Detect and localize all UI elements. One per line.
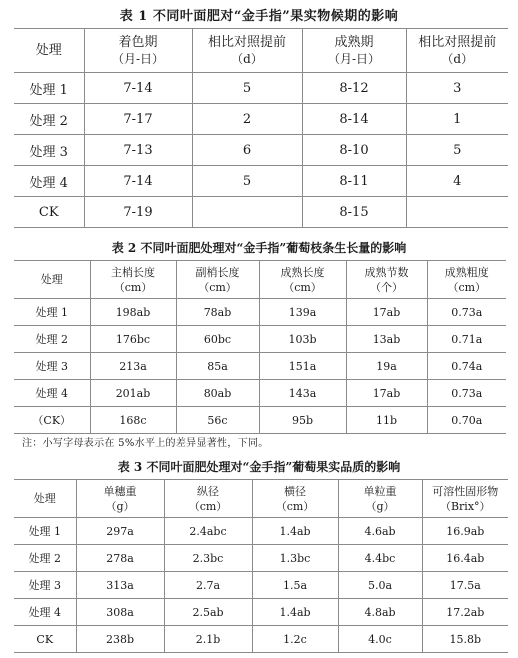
table-cell: 0.70a bbox=[427, 407, 506, 434]
table3-header-row bbox=[14, 480, 508, 518]
table1 bbox=[14, 28, 508, 228]
table-cell: 处理 1 bbox=[14, 73, 84, 104]
table-cell: 19a bbox=[346, 353, 427, 380]
table-row bbox=[14, 73, 508, 104]
table1-header-cell: 着色期 （月-日） bbox=[84, 29, 192, 73]
table-cell: 297a bbox=[76, 518, 164, 545]
table-cell: 16.9ab bbox=[422, 518, 508, 545]
table3-header-cell: 单粒重 （g） bbox=[338, 480, 422, 518]
table1-header-row bbox=[14, 29, 508, 73]
table2-header-cell: 成熟粗度 （cm） bbox=[427, 261, 506, 299]
table-row bbox=[14, 299, 506, 326]
table-cell: 308a bbox=[76, 599, 164, 626]
table-row bbox=[14, 407, 506, 434]
table-row bbox=[14, 572, 508, 599]
table-cell: 103b bbox=[259, 326, 346, 353]
table-cell: 处理 3 bbox=[14, 135, 84, 166]
table-cell: 56c bbox=[176, 407, 259, 434]
table-cell: 8-10 bbox=[302, 135, 406, 166]
table-cell: 151a bbox=[259, 353, 346, 380]
table-cell: 0.73a bbox=[427, 380, 506, 407]
table1-header-cell: 成熟期 （月-日） bbox=[302, 29, 406, 73]
table-cell: 213a bbox=[90, 353, 176, 380]
table3-caption: 表 3 不同叶面肥处理对“金手指”葡萄果实品质的影响 bbox=[117, 460, 401, 474]
table-cell: 5 bbox=[192, 73, 302, 104]
table-cell: 2 bbox=[192, 104, 302, 135]
table-row bbox=[14, 626, 508, 653]
table-row bbox=[14, 135, 508, 166]
table-cell: 处理 4 bbox=[14, 166, 84, 197]
table-cell: CK bbox=[14, 626, 76, 653]
table-row bbox=[14, 380, 506, 407]
table-cell: 处理 4 bbox=[14, 380, 90, 407]
table-cell: 278a bbox=[76, 545, 164, 572]
table-cell: 15.8b bbox=[422, 626, 508, 653]
table2-header-cell: 处理 bbox=[14, 261, 90, 299]
table-cell: 168c bbox=[90, 407, 176, 434]
table-cell: 11b bbox=[346, 407, 427, 434]
table-cell: 313a bbox=[76, 572, 164, 599]
table-cell: 7-14 bbox=[84, 73, 192, 104]
table-cell: 201ab bbox=[90, 380, 176, 407]
table-cell: （CK） bbox=[14, 407, 90, 434]
table-cell: 1.4ab bbox=[252, 518, 338, 545]
table-cell: 0.74a bbox=[427, 353, 506, 380]
table-row bbox=[14, 104, 508, 135]
table3-header-cell: 横径 （cm） bbox=[252, 480, 338, 518]
table-cell: 1.4ab bbox=[252, 599, 338, 626]
table-row bbox=[14, 353, 506, 380]
table-cell: 7-13 bbox=[84, 135, 192, 166]
table-cell: 143a bbox=[259, 380, 346, 407]
table2-header-cell: 副梢长度 （cm） bbox=[176, 261, 259, 299]
table-cell: 4.4bc bbox=[338, 545, 422, 572]
table1-header-cell: 处理 bbox=[14, 29, 84, 73]
table-cell: 处理 2 bbox=[14, 104, 84, 135]
table-cell: 0.73a bbox=[427, 299, 506, 326]
table-cell: 17ab bbox=[346, 299, 427, 326]
table-cell: 13ab bbox=[346, 326, 427, 353]
table-row bbox=[14, 166, 508, 197]
table2-header-cell: 成熟节数 （个） bbox=[346, 261, 427, 299]
table-row bbox=[14, 518, 508, 545]
table-cell: 3 bbox=[406, 73, 508, 104]
table-cell: 处理 3 bbox=[14, 353, 90, 380]
table-cell: 1 bbox=[406, 104, 508, 135]
table-cell: 8-11 bbox=[302, 166, 406, 197]
table-cell: 16.4ab bbox=[422, 545, 508, 572]
table-cell: 处理 1 bbox=[14, 518, 76, 545]
table-cell: 85a bbox=[176, 353, 259, 380]
table-cell: 2.5ab bbox=[164, 599, 252, 626]
table-row bbox=[14, 326, 506, 353]
table-cell: 2.1b bbox=[164, 626, 252, 653]
table-cell: 2.4abc bbox=[164, 518, 252, 545]
table3 bbox=[14, 479, 508, 653]
table-cell: 2.7a bbox=[164, 572, 252, 599]
table-cell: 4.6ab bbox=[338, 518, 422, 545]
table-cell: 17.5a bbox=[422, 572, 508, 599]
table-cell: 176bc bbox=[90, 326, 176, 353]
table-row bbox=[14, 599, 508, 626]
table-cell: 7-19 bbox=[84, 197, 192, 228]
table-cell bbox=[192, 197, 302, 228]
table-cell: 4 bbox=[406, 166, 508, 197]
table-cell: 78ab bbox=[176, 299, 259, 326]
table-cell: 4.0c bbox=[338, 626, 422, 653]
table2-caption: 表 2 不同叶面肥处理对“金手指”葡萄枝条生长量的影响 bbox=[111, 241, 407, 255]
table2-header-row bbox=[14, 261, 506, 299]
table-cell: 198ab bbox=[90, 299, 176, 326]
table-cell: 2.3bc bbox=[164, 545, 252, 572]
table-cell: 8-15 bbox=[302, 197, 406, 228]
table1-header-cell: 相比对照提前 （d） bbox=[406, 29, 508, 73]
table3-header-cell: 处理 bbox=[14, 480, 76, 518]
table-cell: 5.0a bbox=[338, 572, 422, 599]
table-cell: 1.3bc bbox=[252, 545, 338, 572]
table-row bbox=[14, 545, 508, 572]
table2-header-cell: 主梢长度 （cm） bbox=[90, 261, 176, 299]
table-cell: 处理 3 bbox=[14, 572, 76, 599]
table3-header-cell: 可溶性固形物 （Brix°） bbox=[422, 480, 508, 518]
table-cell: 8-12 bbox=[302, 73, 406, 104]
table2 bbox=[14, 260, 506, 434]
table-cell: 4.8ab bbox=[338, 599, 422, 626]
table1-header-cell: 相比对照提前 （d） bbox=[192, 29, 302, 73]
table-cell: 95b bbox=[259, 407, 346, 434]
table-cell: 17.2ab bbox=[422, 599, 508, 626]
table-cell: 7-14 bbox=[84, 166, 192, 197]
table3-header-cell: 单穗重 （g） bbox=[76, 480, 164, 518]
table-cell: 238b bbox=[76, 626, 164, 653]
table-cell: 7-17 bbox=[84, 104, 192, 135]
table-cell: 80ab bbox=[176, 380, 259, 407]
table-cell: 1.5a bbox=[252, 572, 338, 599]
table3-header-cell: 纵径 （cm） bbox=[164, 480, 252, 518]
table-cell: 5 bbox=[192, 166, 302, 197]
table-cell: 处理 2 bbox=[14, 545, 76, 572]
table2-header-cell: 成熟长度 （cm） bbox=[259, 261, 346, 299]
table-cell: 8-14 bbox=[302, 104, 406, 135]
table-cell: 17ab bbox=[346, 380, 427, 407]
table-cell: 处理 4 bbox=[14, 599, 76, 626]
table-cell: 1.2c bbox=[252, 626, 338, 653]
table-row bbox=[14, 197, 508, 228]
table-note: 注：小写字母表示在 5%水平上的差异显著性，下同。 bbox=[22, 438, 269, 449]
table-cell: 5 bbox=[406, 135, 508, 166]
table-cell bbox=[406, 197, 508, 228]
table-cell: 0.71a bbox=[427, 326, 506, 353]
table-cell: 139a bbox=[259, 299, 346, 326]
table-cell: 60bc bbox=[176, 326, 259, 353]
table-cell: 处理 1 bbox=[14, 299, 90, 326]
table-cell: CK bbox=[14, 197, 84, 228]
table-cell: 处理 2 bbox=[14, 326, 90, 353]
table-cell: 6 bbox=[192, 135, 302, 166]
table1-caption: 表 1 不同叶面肥对“金手指”果实物候期的影响 bbox=[119, 9, 399, 24]
